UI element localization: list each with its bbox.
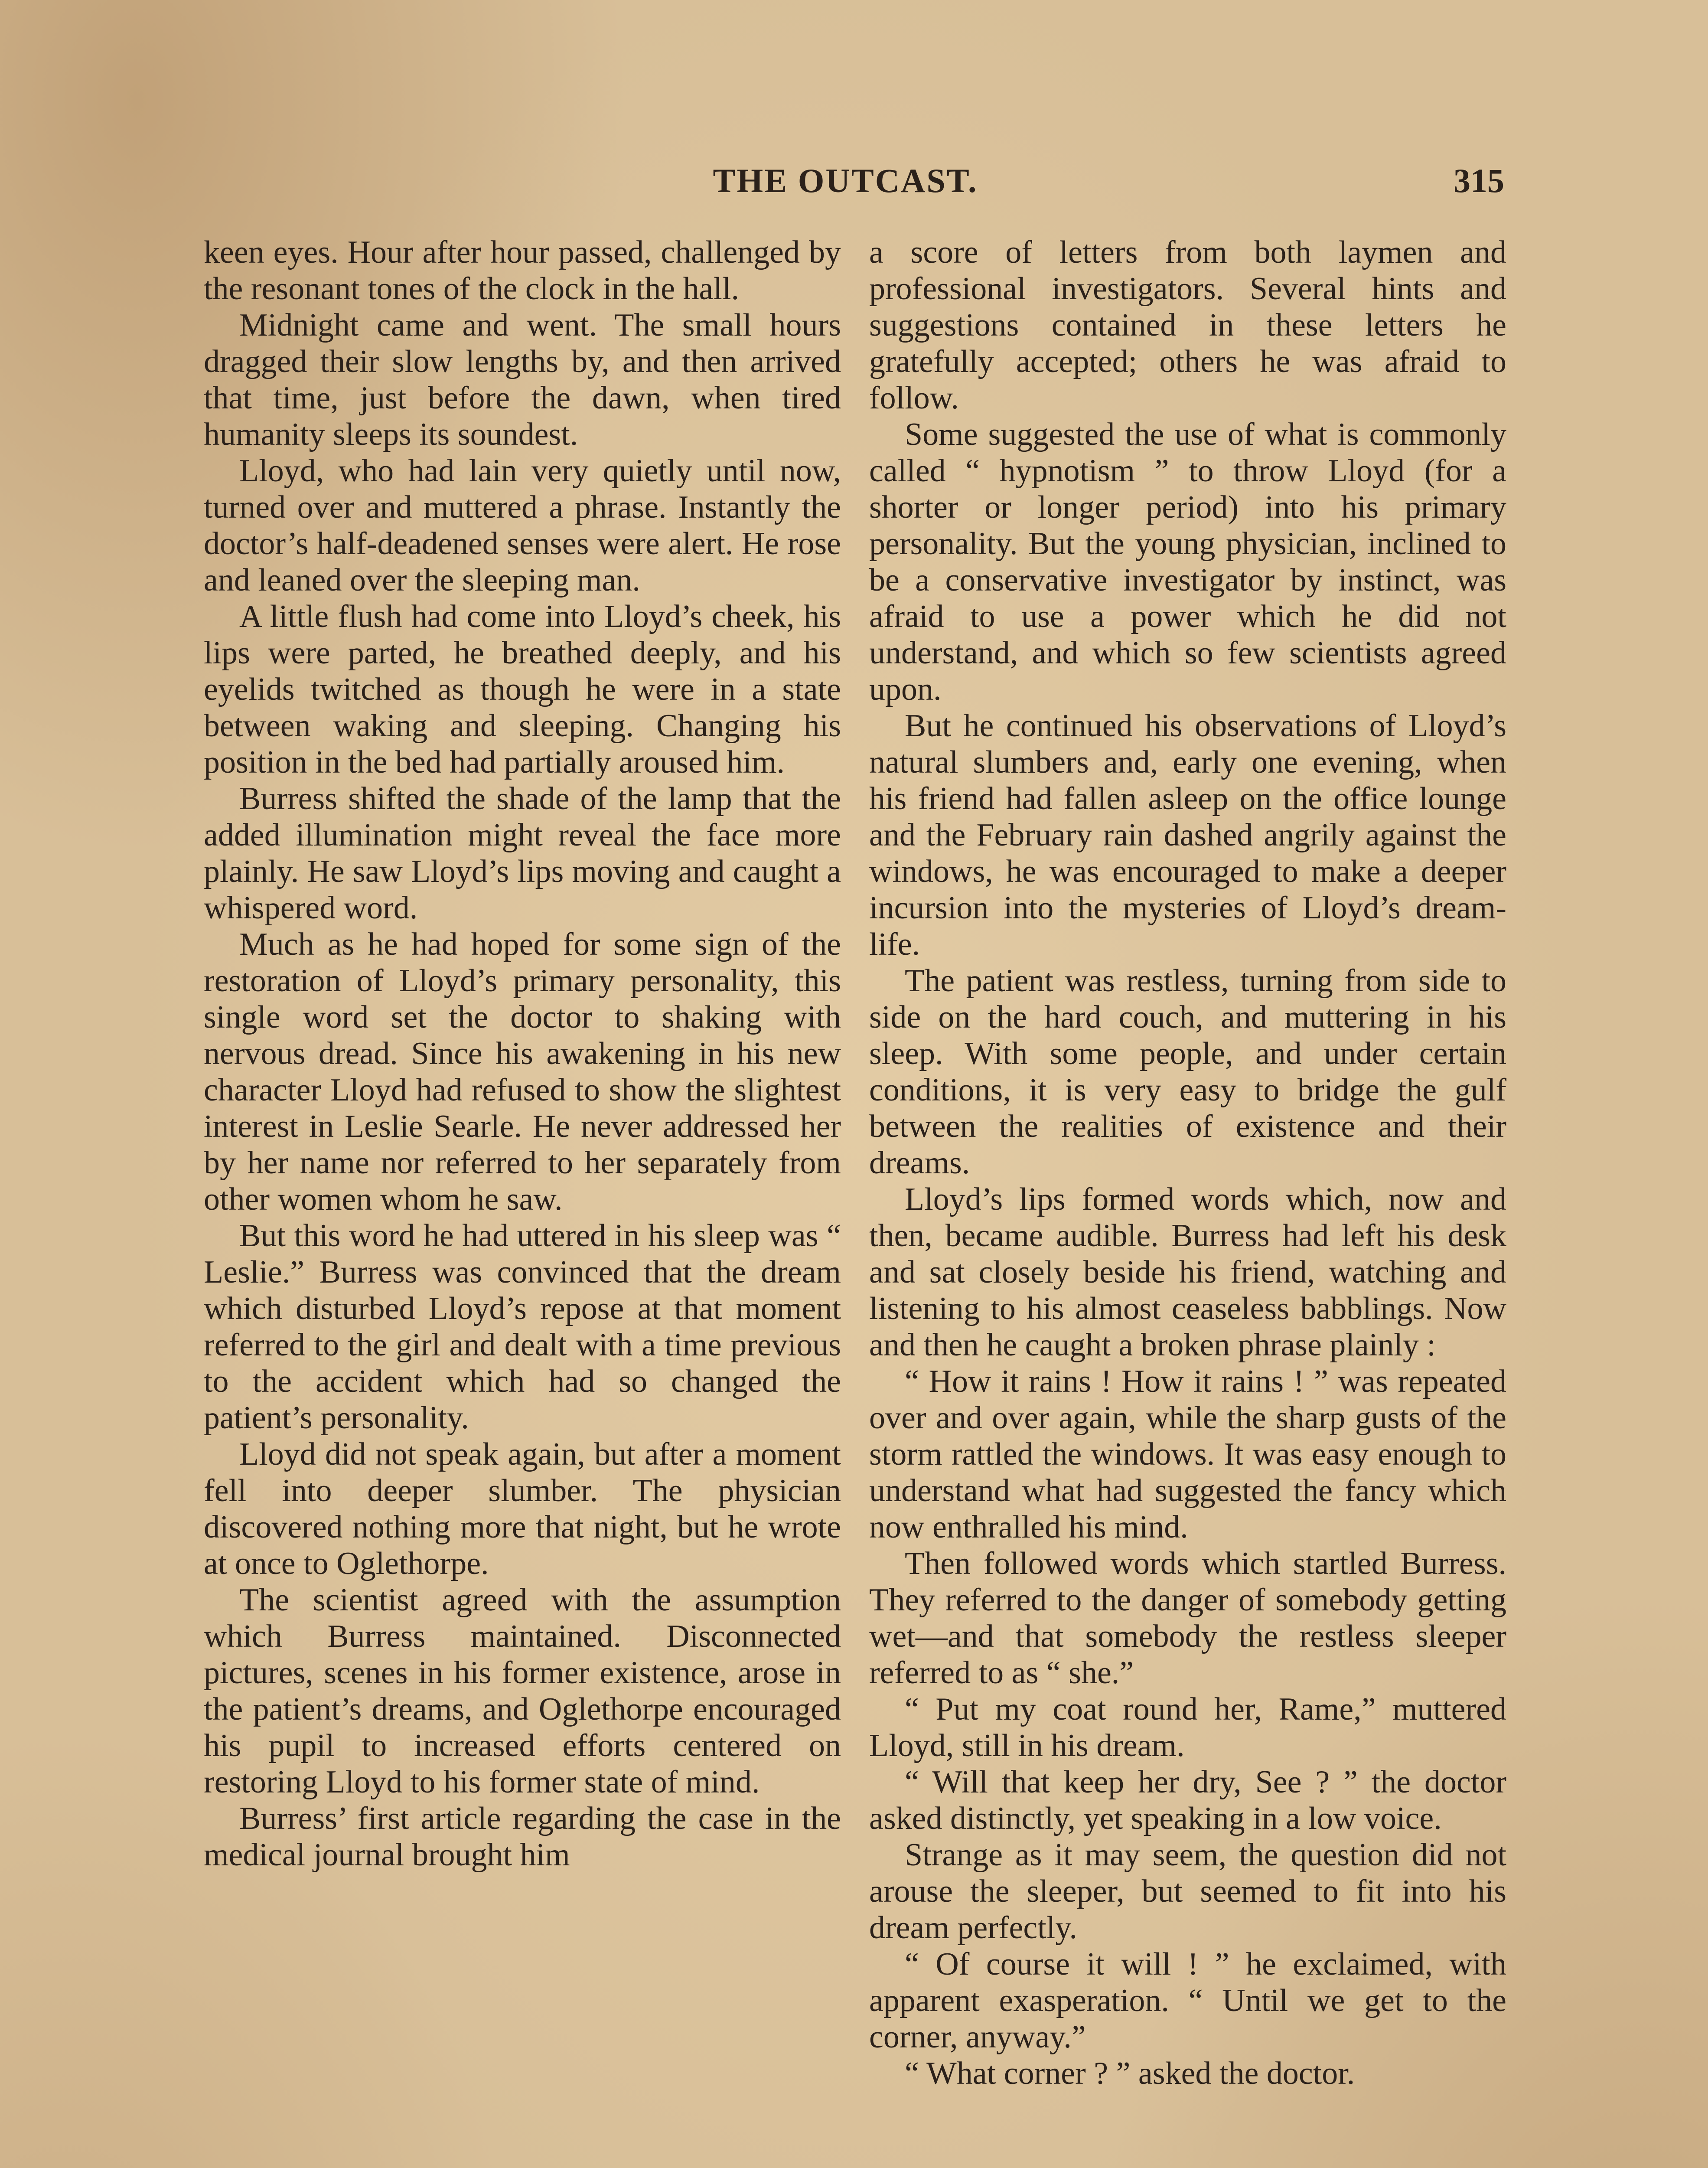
paragraph: Strange as it may seem, the question did not arouse the sleeper, but seemed to fit into his dream perfectly. xyxy=(869,1837,1506,1946)
paragraph: The patient was restless, turning from side to side on the hard couch, and muttering in his sleep. With some people, and under certain conditions, it is very easy to bridge the gulf between the realities of existence and their dreams. xyxy=(869,963,1506,1181)
paragraph: “ Put my coat round her, Rame,” muttered Lloyd, still in his dream. xyxy=(869,1691,1506,1763)
paragraph: keen eyes. Hour after hour passed, challenged by the resonant tones of the clock in the hall. xyxy=(204,235,841,307)
paragraph: “ How it rains ! How it rains ! ” was repeated over and over again, while the sharp gusts of the storm rattled the windows. It was easy enough to understand what had suggested the fancy which now enthralled his mind. xyxy=(869,1364,1506,1545)
paragraph: Lloyd’s lips formed words which, now and then, became audible. Burress had left his desk and sat closely beside his friend, watching and listening to his almost ceaseless babblings. Now and then he caught a broken phrase plainly : xyxy=(869,1182,1506,1363)
paragraph: “ What corner ? ” asked the doctor. xyxy=(905,2056,1355,2091)
paragraph: Lloyd, who had lain very quietly until now, turned over and muttered a phrase. Instantly the doctor’s half-deadened senses were alert. He rose and leaned over the sleeping man. xyxy=(204,453,841,598)
paragraph: Burress’ first article regarding the case in the medical journal brought him xyxy=(204,1801,841,1873)
paragraph: “ Will that keep her dry, See ? ” the doctor asked distinctly, yet speaking in a low voice. xyxy=(869,1764,1506,1836)
paragraph: A little flush had come into Lloyd’s cheek, his lips were parted, he breathed deeply, and his eyelids twitched as though he were in a state between waking and sleeping. Changing his position in the bed had partially aroused him. xyxy=(204,599,841,780)
paragraph: The scientist agreed with the assumption which Burress maintained. Disconnected pictures, scenes in his former existence, arose in the patient’s dreams, and Oglethorpe encouraged his pupil to increased efforts centered on restoring Lloyd to his former state of mind. xyxy=(204,1582,841,1800)
paragraph: “ Of course it will ! ” he exclaimed, with apparent exasperation. “ Until we get to the corner, anyway.” xyxy=(869,1946,1506,2055)
left-column xyxy=(204,234,841,1873)
paragraph: Burress shifted the shade of the lamp that the added illumination might reveal the face more plainly. He saw Lloyd’s lips moving and caught a whispered word. xyxy=(204,781,841,926)
paragraph: Then followed words which startled Burress. They referred to the danger of somebody getting wet—and that somebody the restless sleeper referred to as “ she.” xyxy=(869,1546,1506,1691)
paragraph: a score of letters from both laymen and professional investigators. Several hints and suggestions contained in these letters he gratefully accepted; others he was afraid to follow. xyxy=(869,235,1506,416)
right-column xyxy=(869,234,1506,2092)
paragraph: Some suggested the use of what is commonly called “ hypnotism ” to throw Lloyd (for a shorter or longer period) into his primary personality. But the young physician, inclined to be a conservative investigator by instinct, was afraid to use a power which he did not understand, and which so few scientists agreed upon. xyxy=(869,417,1506,707)
paragraph: But this word he had uttered in his sleep was “ Leslie.” Burress was convinced that the dream which disturbed Lloyd’s repose at that moment referred to the girl and dealt with a time previous to the accident which had so changed the patient’s personality. xyxy=(204,1218,841,1436)
running-title: THE OUTCAST. xyxy=(713,162,978,199)
paragraph: Much as he had hoped for some sign of the restoration of Lloyd’s primary personality, this single word set the doctor to shaking with nervous dread. Since his awakening in his new character Lloyd had refused to show the slightest interest in Leslie Searle. He never addressed her by her name nor referred to her separately from other women whom he saw. xyxy=(204,927,841,1217)
paragraph: Lloyd did not speak again, but after a moment fell into deeper slumber. The physician discovered nothing more that night, but he wrote at once to Oglethorpe. xyxy=(204,1437,841,1581)
paragraph: Midnight came and went. The small hours dragged their slow lengths by, and then arrived that time, just before the dawn, when tired humanity sleeps its soundest. xyxy=(204,307,841,452)
page-number: 315 xyxy=(1454,162,1504,199)
paragraph: But he continued his observations of Lloyd’s natural slumbers and, early one evening, when his friend had fallen asleep on the office lounge and the February rain dashed angrily against the windows, he was encouraged to make a deeper incursion into the mysteries of Lloyd’s dream-life. xyxy=(869,708,1506,962)
